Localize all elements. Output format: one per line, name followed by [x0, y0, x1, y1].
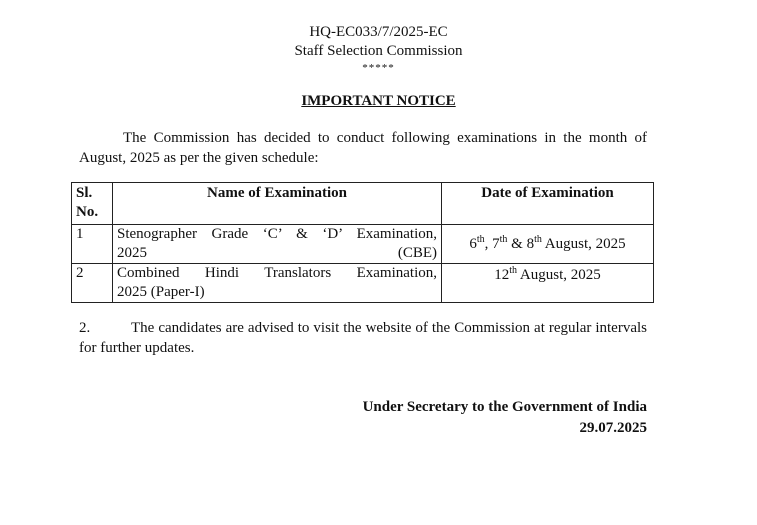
header-sl-no: Sl. No. — [72, 183, 113, 225]
intro-paragraph: The Commission has decided to conduct following examinations in the month of August, 2025 as per the given schedule: — [79, 130, 647, 166]
date-suffix: th — [499, 233, 508, 245]
exam-name-line: 2025 (Paper-I) — [117, 284, 205, 300]
paragraph-number: 2. — [79, 320, 91, 336]
advisory-paragraph — [79, 318, 647, 358]
date-part: & 8 — [507, 235, 535, 252]
date-part: 12 — [494, 267, 510, 283]
header-exam-name: Name of Examination — [113, 183, 442, 225]
date-part: , 7 — [484, 235, 500, 252]
reference-number: HQ-EC033/7/2025-EC — [309, 24, 448, 40]
exam-name-line: Stenographer Grade ‘C’ & ‘D’ Examination, — [117, 226, 437, 242]
table-row — [72, 264, 654, 303]
cell-sl-no: 1 — [72, 225, 113, 264]
exam-name-line: 2025 (CBE) — [117, 245, 437, 261]
organization-name: Staff Selection Commission — [294, 43, 463, 59]
date-part: August, 2025 — [517, 267, 601, 283]
signatory-designation: Under Secretary to the Government of India — [362, 399, 647, 415]
advisory-text: The candidates are advised to visit the website of the Commission at regular intervals for further updates. — [79, 320, 647, 356]
cell-exam-date — [442, 264, 654, 303]
cell-exam-name — [113, 264, 442, 303]
cell-exam-date — [442, 225, 654, 264]
exam-schedule-table — [71, 182, 654, 303]
notice-date: 29.07.2025 — [579, 420, 647, 436]
date-part: 6 — [469, 235, 477, 252]
notice-title: IMPORTANT NOTICE — [301, 93, 456, 109]
table-row — [72, 225, 654, 264]
date-part: August, 2025 — [541, 235, 626, 252]
exam-name-line: Combined Hindi Translators Examination, — [117, 265, 437, 281]
date-suffix: th — [509, 265, 517, 276]
table-header-row — [72, 183, 654, 225]
header-exam-date: Date of Examination — [442, 183, 654, 225]
cell-exam-name — [113, 225, 442, 264]
date-suffix: th — [476, 233, 485, 245]
cell-sl-no: 2 — [72, 264, 113, 303]
separator-stars: ***** — [362, 62, 395, 74]
date-suffix: th — [534, 233, 542, 245]
